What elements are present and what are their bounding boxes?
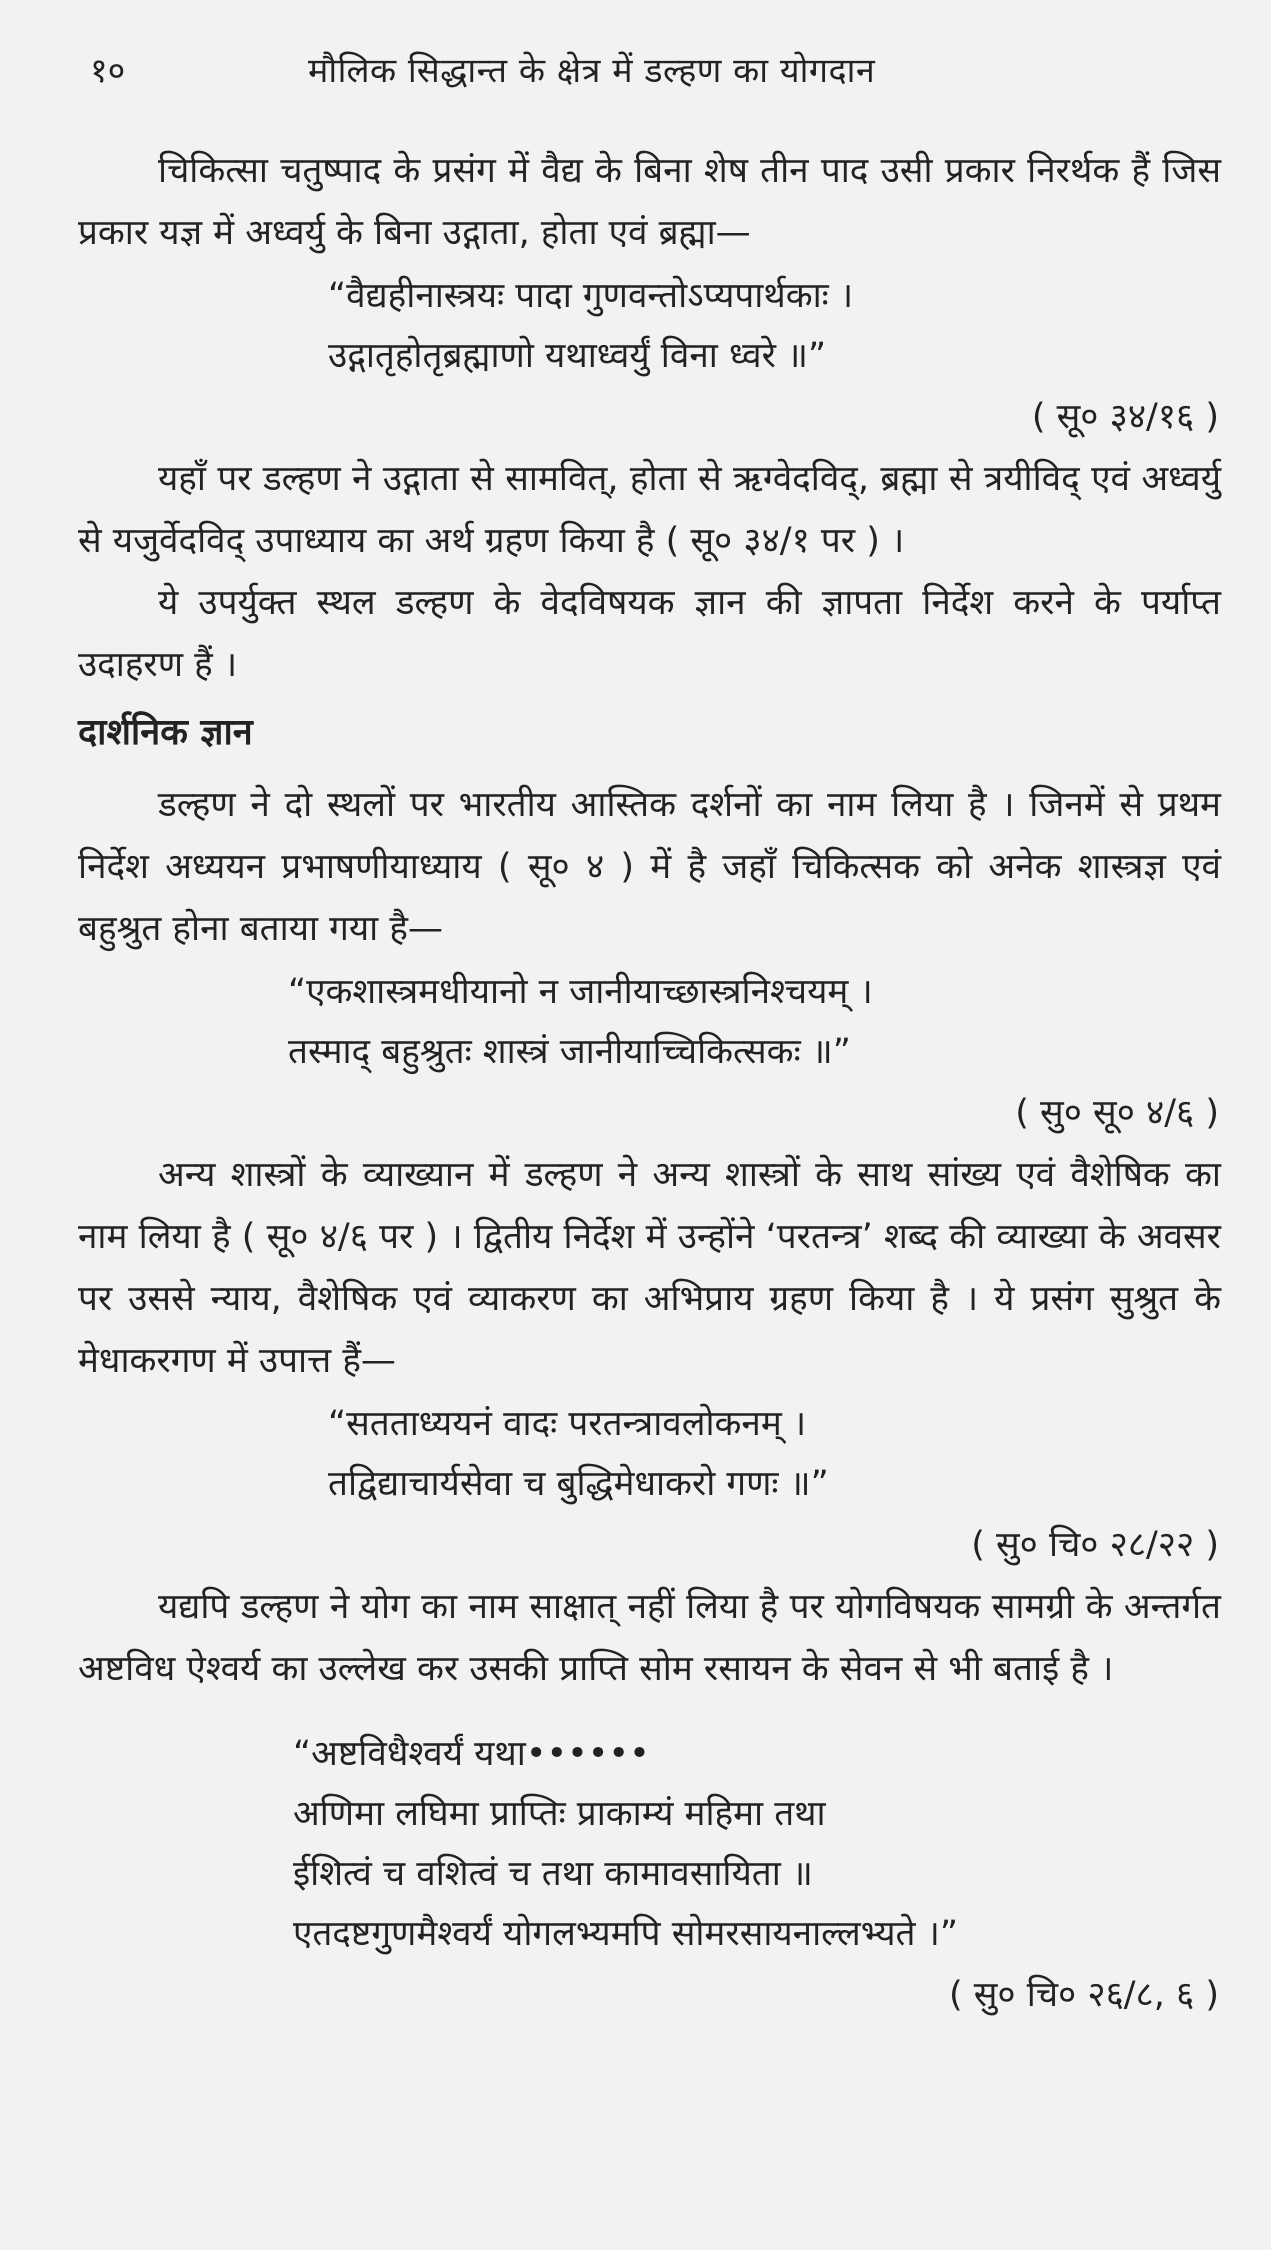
paragraph-3: ये उपर्युक्त स्थल डल्हण के वेदविषयक ज्ञान की ज्ञापता निर्देश करने के पर्याप्त उदाहरण हैं । [78,583,1221,685]
verse-line: एतदष्टगुणमैश्वर्यं योगलभ्यमपि सोमरसायनाल्लभ्यते ।” [293,1914,959,1954]
verse-line: तद्विद्याचार्यसेवा च बुद्धिमेधाकरो गणः ॥” [328,1464,829,1504]
verse-line: तस्माद् बहुश्रुतः शास्त्रं जानीयाच्चिकित्सकः ॥” [288,1032,851,1072]
paragraph-1: चिकित्सा चतुष्पाद के प्रसंग में वैद्य के बिना शेष तीन पाद उसी प्रकार निरर्थक हैं जिस प्रकार यज्ञ में अध्वर्यु के बिना उद्गाता, होता एवं ब्रह्मा— [78,151,1221,253]
verse-line: उद्गातृहोतृब्रह्माणो यथाध्वर्युं विना ध्वरे ॥” [328,336,827,376]
section-heading: दार्शनिक ज्ञान [78,712,253,753]
verse-block-3 [78,1394,1221,1514]
citation-reference: ( सु० चि० २६/८, ६ ) [948,1975,1219,2015]
verse-block-1 [78,266,1221,386]
citation-reference: ( सू० ३४/१६ ) [1031,397,1219,437]
verse-line: “एकशास्त्रमधीयानो न जानीयाच्छास्त्रनिश्चयम् । [288,972,873,1012]
spacer [78,1700,1221,1722]
verse-line: ईशित्वं च वशित्वं च तथा कामावसायिता ॥ [293,1854,813,1894]
page-header [78,40,1221,104]
verse-block-4 [78,1724,1221,1964]
citation-reference: ( सु० चि० २८/२२ ) [971,1525,1219,1565]
paragraph-2: यहाँ पर डल्हण ने उद्गाता से सामवित्, होता से ऋग्वेदविद्, ब्रह्मा से त्रयीविद् एवं अध्वर्यु से यजुर्वेदविद् उपाध्याय का अर्थ ग्रहण किया है ( सू० ३४/१ पर ) । [78,459,1221,561]
paragraph-5: अन्य शास्त्रों के व्याख्यान में डल्हण ने अन्य शास्त्रों के साथ सांख्य एवं वैशेषिक का नाम लिया है ( सू० ४/६ पर ) । द्वितीय निर्देश में उन्होंने ‘परतन्त्र’ शब्द की व्याख्या के अवसर पर उससे न्याय, वैशेषिक एवं व्याकरण का अभिप्राय ग्रहण किया है । ये प्रसंग सुश्रुत के मेधाकरगण में उपात्त हैं— [78,1155,1221,1381]
verse-line: अणिमा लघिमा प्राप्तिः प्राकाम्यं महिमा तथा [293,1794,826,1834]
running-title: मौलिक सिद्धान्त के क्षेत्र में डल्हण का योगदान [308,51,876,91]
page-number: १० [90,51,126,91]
verse-line: “अष्टविधैश्वर्यं यथा•••••• [293,1734,650,1774]
paragraph-6: यद्यपि डल्हण ने योग का नाम साक्षात् नहीं लिया है पर योगविषयक सामग्री के अन्तर्गत अष्टविध ऐश्वर्य का उल्लेख कर उसकी प्राप्ति सोम रसायन के सेवन से भी बताई है । [78,1587,1221,1689]
citation-reference: ( सु० सू० ४/६ ) [1015,1093,1219,1133]
paragraph-4: डल्हण ने दो स्थलों पर भारतीय आस्तिक दर्शनों का नाम लिया है । जिनमें से प्रथम निर्देश अध्ययन प्रभाषणीयाध्याय ( सू० ४ ) में है जहाँ चिकित्सक को अनेक शास्त्रज्ञ एवं बहुश्रुत होना बताया गया है— [78,785,1221,949]
verse-line: “वैद्यहीनास्त्रयः पादा गुणवन्तोऽप्यपार्थकाः । [328,276,854,316]
verse-block-2 [78,962,1221,1082]
verse-line: “सतताध्ययनं वादः परतन्त्रावलोकनम् । [328,1404,807,1444]
